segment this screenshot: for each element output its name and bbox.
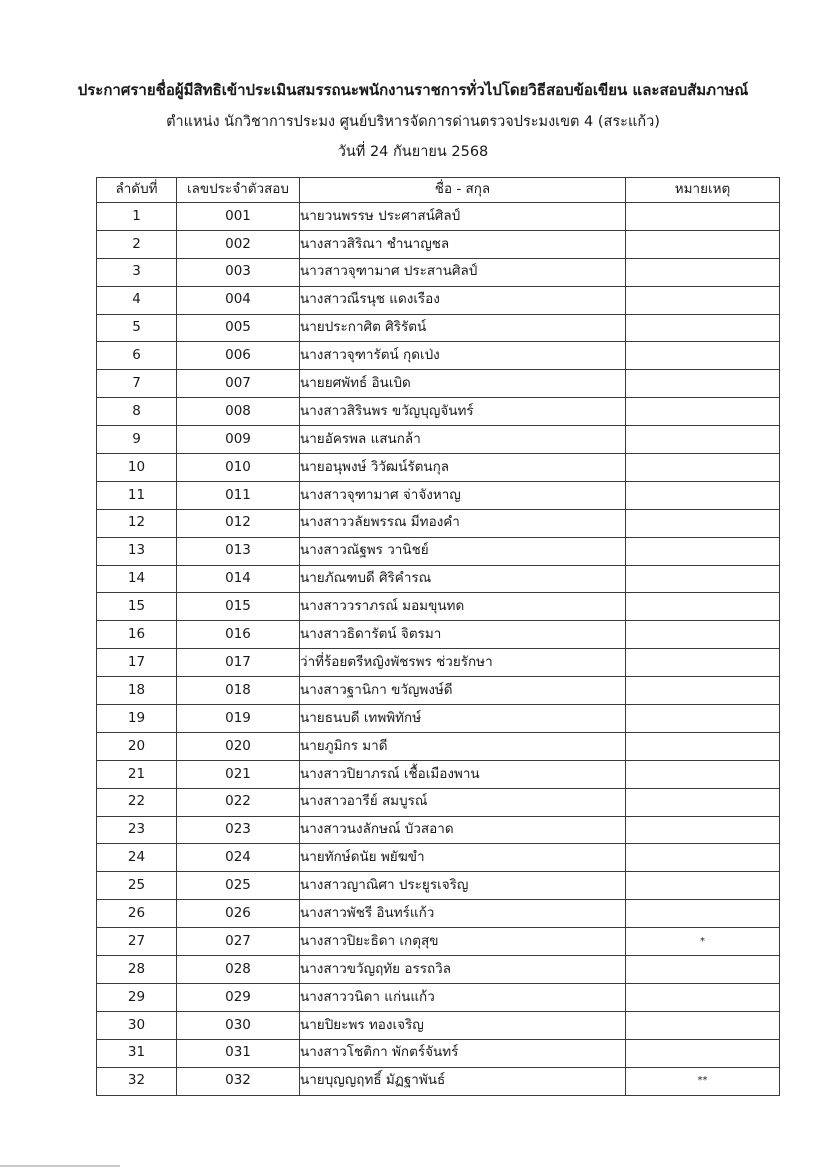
remark-cell	[626, 649, 780, 677]
table-row	[97, 956, 780, 984]
table-row	[97, 705, 780, 733]
order-cell: 31	[97, 1039, 177, 1067]
order-cell: 9	[97, 426, 177, 454]
full-name-cell: นางสาวฐานิกา ขวัญพงษ์ดี	[300, 677, 626, 705]
order-cell: 12	[97, 509, 177, 537]
full-name-cell: นางสาวสิรินพร ขวัญบุญจันทร์	[300, 398, 626, 426]
exam-id-cell: 020	[177, 732, 300, 760]
table-row	[97, 454, 780, 482]
table-row	[97, 983, 780, 1011]
remark-cell	[626, 677, 780, 705]
full-name-cell: นางสาวจุฑามาศ จ่าจังหาญ	[300, 481, 626, 509]
order-cell: 30	[97, 1011, 177, 1039]
table-row	[97, 732, 780, 760]
remark-cell	[626, 314, 780, 342]
order-cell: 25	[97, 872, 177, 900]
full-name-cell: นายอนุพงษ์ วิวัฒน์รัตนกุล	[300, 454, 626, 482]
order-cell: 2	[97, 230, 177, 258]
table-row	[97, 928, 780, 956]
table-row	[97, 537, 780, 565]
order-cell: 21	[97, 760, 177, 788]
exam-id-cell: 014	[177, 565, 300, 593]
remark-cell	[626, 705, 780, 733]
order-cell: 15	[97, 593, 177, 621]
exam-id-cell: 032	[177, 1067, 300, 1095]
remark-cell	[626, 872, 780, 900]
remark-cell	[626, 983, 780, 1011]
order-cell: 1	[97, 203, 177, 231]
exam-id-cell: 026	[177, 900, 300, 928]
full-name-cell: นางสาวขวัญฤทัย อรรถวิล	[300, 956, 626, 984]
order-cell: 28	[97, 956, 177, 984]
exam-id-cell: 030	[177, 1011, 300, 1039]
table-row	[97, 230, 780, 258]
order-cell: 4	[97, 286, 177, 314]
full-name-cell: นายธนบดี เทพพิทักษ์	[300, 705, 626, 733]
table-row	[97, 481, 780, 509]
table-row	[97, 258, 780, 286]
exam-id-cell: 028	[177, 956, 300, 984]
exam-id-cell: 008	[177, 398, 300, 426]
remark-cell	[626, 732, 780, 760]
full-name-cell: นางสาวพัชรี อินทร์แก้ว	[300, 900, 626, 928]
order-cell: 27	[97, 928, 177, 956]
order-cell: 24	[97, 844, 177, 872]
full-name-cell: นางสาวปิยาภรณ์ เชื้อเมืองพาน	[300, 760, 626, 788]
table-row	[97, 370, 780, 398]
exam-id-cell: 013	[177, 537, 300, 565]
column-header-full-name: ชื่อ - สกุล	[300, 178, 626, 203]
full-name-cell: นาวสาวจุฑามาศ ประสานศิลป์	[300, 258, 626, 286]
remark-cell	[626, 1011, 780, 1039]
remark-cell	[626, 816, 780, 844]
table-row	[97, 286, 780, 314]
table-row	[97, 342, 780, 370]
exam-id-cell: 025	[177, 872, 300, 900]
table-row	[97, 677, 780, 705]
table-row	[97, 816, 780, 844]
remark-cell	[626, 230, 780, 258]
remark-cell	[626, 1039, 780, 1067]
full-name-cell: นางสาวสิริณา ชำนาญชล	[300, 230, 626, 258]
exam-id-cell: 007	[177, 370, 300, 398]
exam-id-cell: 021	[177, 760, 300, 788]
full-name-cell: นายประกาศิต ศิริรัตน์	[300, 314, 626, 342]
exam-id-cell: 010	[177, 454, 300, 482]
table-row	[97, 593, 780, 621]
full-name-cell: นางสาวอารีย์ สมบูรณ์	[300, 788, 626, 816]
remark-cell	[626, 203, 780, 231]
full-name-cell: นางสาววนิดา แก่นแก้ว	[300, 983, 626, 1011]
remark-cell: **	[626, 1067, 780, 1095]
column-header-exam-id: เลขประจำตัวสอบ	[177, 178, 300, 203]
full-name-cell: นายปิยะพร ทองเจริญ	[300, 1011, 626, 1039]
full-name-cell: นางสาวโชติกา พักตร์จันทร์	[300, 1039, 626, 1067]
exam-id-cell: 001	[177, 203, 300, 231]
full-name-cell: นางสาวปิยะธิดา เกตุสุข	[300, 928, 626, 956]
remark-cell	[626, 454, 780, 482]
table-body	[97, 203, 780, 1096]
order-cell: 6	[97, 342, 177, 370]
order-cell: 5	[97, 314, 177, 342]
remark-cell: *	[626, 928, 780, 956]
remark-cell	[626, 537, 780, 565]
table-row	[97, 509, 780, 537]
order-cell: 23	[97, 816, 177, 844]
exam-id-cell: 003	[177, 258, 300, 286]
position-subtitle: ตำแหน่ง นักวิชาการประมง ศูนย์บริหารจัดการด่านตรวจประมงเขต 4 (สระแก้ว)	[166, 114, 660, 130]
full-name-cell: นางสาววลัยพรรณ มีทองคำ	[300, 509, 626, 537]
exam-id-cell: 023	[177, 816, 300, 844]
bottom-edge-line	[0, 1165, 120, 1167]
table-row	[97, 565, 780, 593]
order-cell: 18	[97, 677, 177, 705]
exam-id-cell: 015	[177, 593, 300, 621]
column-header-remark: หมายเหตุ	[626, 178, 780, 203]
full-name-cell: นางสาวนงลักษณ์ บัวสอาด	[300, 816, 626, 844]
order-cell: 16	[97, 621, 177, 649]
full-name-cell: นางสาวธิดารัตน์ จิตรมา	[300, 621, 626, 649]
exam-id-cell: 031	[177, 1039, 300, 1067]
table-row	[97, 844, 780, 872]
order-cell: 11	[97, 481, 177, 509]
remark-cell	[626, 481, 780, 509]
order-cell: 10	[97, 454, 177, 482]
remark-cell	[626, 760, 780, 788]
full-name-cell: นายภูมิกร มาดี	[300, 732, 626, 760]
exam-id-cell: 017	[177, 649, 300, 677]
order-cell: 8	[97, 398, 177, 426]
table-row	[97, 1067, 780, 1095]
full-name-cell: นางสาวณีรนุช แดงเรือง	[300, 286, 626, 314]
table-row	[97, 426, 780, 454]
full-name-cell: นางสาวญาณิศา ประยูรเจริญ	[300, 872, 626, 900]
table-row	[97, 900, 780, 928]
full-name-cell: นางสาววราภรณ์ มอมขุนทด	[300, 593, 626, 621]
full-name-cell: นางสาวณัฐพร วานิชย์	[300, 537, 626, 565]
order-cell: 20	[97, 732, 177, 760]
exam-id-cell: 005	[177, 314, 300, 342]
order-cell: 7	[97, 370, 177, 398]
exam-id-cell: 011	[177, 481, 300, 509]
full-name-cell: นายบุญญฤทธิ์ มัฏฐาพันธ์	[300, 1067, 626, 1095]
remark-cell	[626, 844, 780, 872]
table-row	[97, 649, 780, 677]
remark-cell	[626, 286, 780, 314]
table-row	[97, 1011, 780, 1039]
order-cell: 17	[97, 649, 177, 677]
exam-id-cell: 016	[177, 621, 300, 649]
full-name-cell: นางสาวจุฑารัตน์ กุดเป่ง	[300, 342, 626, 370]
order-cell: 26	[97, 900, 177, 928]
remark-cell	[626, 788, 780, 816]
order-cell: 3	[97, 258, 177, 286]
remark-cell	[626, 509, 780, 537]
candidate-table	[96, 177, 780, 1096]
full-name-cell: นายอัครพล แสนกล้า	[300, 426, 626, 454]
exam-id-cell: 019	[177, 705, 300, 733]
announcement-title: ประกาศรายชื่อผู้มีสิทธิเข้าประเมินสมรรถนะพนักงานราชการทั่วไปโดยวิธีสอบข้อเขียน และสอบสัมภาษณ์	[77, 81, 749, 99]
exam-id-cell: 012	[177, 509, 300, 537]
column-header-order: ลำดับที่	[97, 178, 177, 203]
order-cell: 19	[97, 705, 177, 733]
remark-cell	[626, 621, 780, 649]
remark-cell	[626, 565, 780, 593]
remark-cell	[626, 593, 780, 621]
order-cell: 13	[97, 537, 177, 565]
full-name-cell: นายวนพรรษ ประศาสน์ศิลป์	[300, 203, 626, 231]
table-row	[97, 621, 780, 649]
table-row	[97, 398, 780, 426]
remark-cell	[626, 370, 780, 398]
exam-id-cell: 002	[177, 230, 300, 258]
exam-id-cell: 018	[177, 677, 300, 705]
remark-cell	[626, 342, 780, 370]
table-row	[97, 1039, 780, 1067]
remark-cell	[626, 900, 780, 928]
remark-cell	[626, 956, 780, 984]
order-cell: 29	[97, 983, 177, 1011]
remark-cell	[626, 258, 780, 286]
full-name-cell: นายภัณฑบดี ศิริคำรณ	[300, 565, 626, 593]
order-cell: 22	[97, 788, 177, 816]
full-name-cell: ว่าที่ร้อยตรีหญิงพัชรพร ช่วยรักษา	[300, 649, 626, 677]
exam-id-cell: 006	[177, 342, 300, 370]
remark-cell	[626, 398, 780, 426]
full-name-cell: นายทักษ์ดนัย พยัฆขำ	[300, 844, 626, 872]
exam-id-cell: 022	[177, 788, 300, 816]
table-row	[97, 788, 780, 816]
table-row	[97, 203, 780, 231]
table-row	[97, 760, 780, 788]
full-name-cell: นายยศพัทธ์ อินเบิด	[300, 370, 626, 398]
remark-cell	[626, 426, 780, 454]
exam-id-cell: 004	[177, 286, 300, 314]
order-cell: 14	[97, 565, 177, 593]
table-row	[97, 314, 780, 342]
order-cell: 32	[97, 1067, 177, 1095]
exam-id-cell: 024	[177, 844, 300, 872]
exam-id-cell: 029	[177, 983, 300, 1011]
exam-id-cell: 027	[177, 928, 300, 956]
announcement-date: วันที่ 24 กันยายน 2568	[337, 144, 489, 160]
table-header-row	[97, 178, 780, 203]
exam-id-cell: 009	[177, 426, 300, 454]
table-row	[97, 872, 780, 900]
